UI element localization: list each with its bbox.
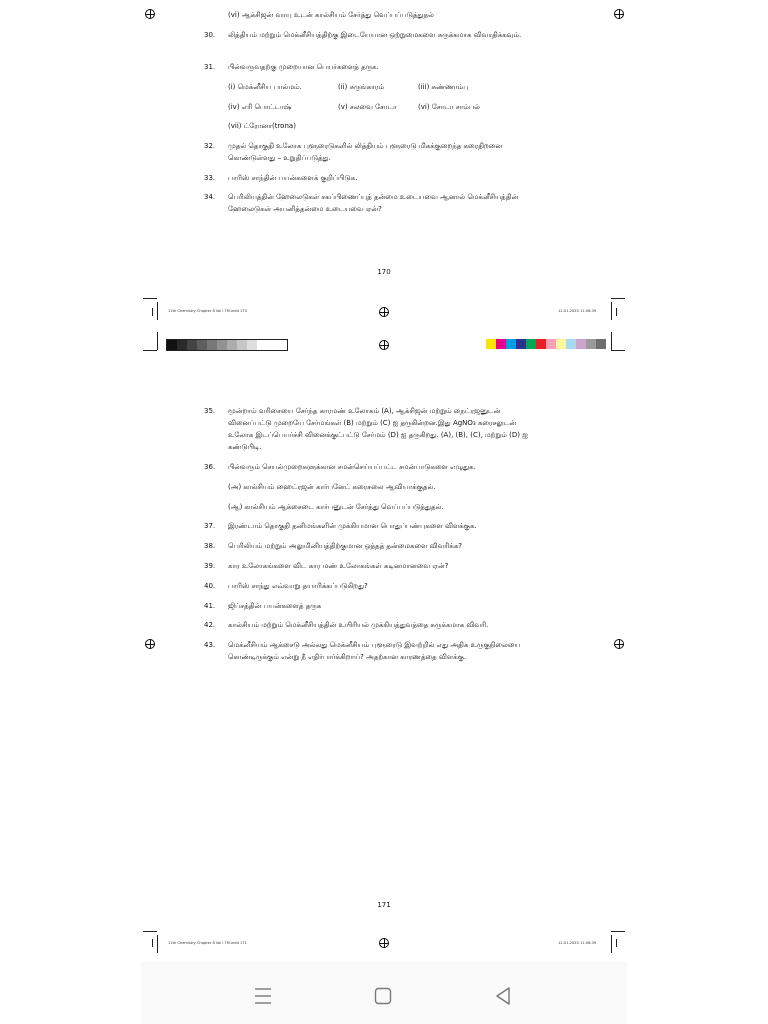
question-number: 38.: [204, 542, 216, 550]
name-item: (i) மெக்னீசிய பால்மம்.: [228, 83, 302, 91]
registration-mark-icon: [614, 9, 624, 19]
color-swatch: [277, 340, 287, 350]
crop-mark: [611, 332, 612, 350]
question-36b: (ஆ) கால்சியம் ஆக்சைடை கார்பனுடன் சேர்த்து வெப்பப்படுத்துதல்.: [228, 503, 444, 511]
name-item: (vii) ட்ரோனா(trona): [228, 122, 296, 130]
recent-apps-button[interactable]: [248, 984, 278, 1008]
question-number: 40.: [204, 582, 216, 590]
slug-left: 11th Chemistry Chapter 8 Vol I TM.indd 171: [168, 941, 247, 945]
color-swatch: [237, 340, 247, 350]
registration-mark-icon: [614, 639, 624, 649]
color-swatch: [496, 339, 506, 349]
registration-mark-icon: [379, 340, 389, 350]
crop-mark: [611, 302, 612, 320]
question-41: ஜிப்சத்தின் பயன்களைத் தருக: [228, 602, 322, 610]
back-button[interactable]: [488, 984, 518, 1008]
name-item: (ii) சுருங்காரம்: [338, 83, 385, 91]
sub-item-vi: (vi) ஆக்சிஜன் வாயு உடன் கால்சியம் சேர்த்து வெப்பப்படுத்துதல்: [228, 11, 434, 19]
color-swatch: [257, 340, 267, 350]
crop-mark: [611, 298, 625, 299]
name-item: (iv) எரி பொட்டாஷ்: [228, 103, 292, 111]
color-swatch: [227, 340, 237, 350]
slug-left: 11th Chemistry Chapter 8 Vol I TM.indd 170: [168, 309, 247, 313]
color-swatch: [526, 339, 536, 349]
color-swatch: [546, 339, 556, 349]
crop-mark: [143, 931, 157, 932]
registration-mark-icon: [379, 938, 389, 948]
name-item: (v) சலவை சோடா: [338, 103, 397, 111]
question-number: 37.: [204, 522, 216, 530]
slug-right: 12-01-2020 11:08:39: [558, 941, 597, 945]
color-swatch: [596, 339, 606, 349]
registration-mark-icon: [145, 639, 155, 649]
home-button[interactable]: [368, 984, 398, 1008]
color-swatch: [217, 340, 227, 350]
question-number: 30.: [204, 31, 216, 39]
registration-mark-icon: [379, 307, 389, 317]
name-item: (vi) சோடா சாம்பல்: [418, 103, 480, 111]
question-number: 34.: [204, 193, 216, 201]
color-swatch: [556, 339, 566, 349]
color-calibration-bar: [486, 339, 606, 349]
question-34: பெரிலியத்தின் ஹேலைடுகள் சகப்பிணைப்புத் தன்மை உடையவை ஆனால் மெக்னீசியத்தின் ஹேலைடுகள் அயனித்தன்மை உடையவை ஏன்?: [228, 193, 519, 213]
crop-mark: [616, 939, 617, 947]
question-37: இரண்டாம் தொகுதி தனிமங்களின் முக்கியமான பொதுப்பண்புகளை விளக்குக.: [228, 522, 477, 530]
crop-mark: [152, 939, 153, 947]
color-swatch: [207, 340, 217, 350]
crop-mark: [143, 298, 157, 299]
question-31: பின்வருவதற்கு முறையான பெயர்களைத் தருக.: [228, 63, 379, 71]
color-swatch: [516, 339, 526, 349]
crop-mark: [157, 302, 158, 320]
color-swatch: [177, 340, 187, 350]
question-number: 31.: [204, 63, 216, 71]
color-swatch: [197, 340, 207, 350]
color-swatch: [506, 339, 516, 349]
page-number: 170: [377, 268, 391, 276]
question-43: மெக்னீசியம் ஆக்சைடு அல்லது மெக்னீசியம் புளூரைடு இவற்றில் எது அதிக உருகுநிலையை கொண்டிருக்கும் என்று நீ எதிர்பார்க்கிறாய்? அதற்கான காரணத்தை விளக்கு.: [228, 641, 521, 661]
crop-mark: [611, 350, 625, 351]
question-36: பின்வரும் செயல்முறைகளுக்கான சமன்செய்யப்பட்ட சமன்பாடுகளை எழுதுக.: [228, 463, 476, 471]
question-number: 33.: [204, 174, 216, 182]
crop-mark: [157, 935, 158, 953]
registration-mark-icon: [145, 9, 155, 19]
question-number: 41.: [204, 602, 216, 610]
color-swatch: [576, 339, 586, 349]
gray-calibration-bar: [166, 339, 288, 351]
question-33: பாரிஸ் சாந்தின் பயன்களைக் குறிப்பிடுக.: [228, 174, 358, 182]
question-number: 43.: [204, 641, 216, 649]
color-swatch: [267, 340, 277, 350]
crop-mark: [616, 308, 617, 316]
question-39: கார உலோகங்களை விட கார மண் உலோகங்கள் கடினமானவை ஏன்?: [228, 562, 449, 570]
color-swatch: [566, 339, 576, 349]
color-swatch: [187, 340, 197, 350]
color-swatch: [586, 339, 596, 349]
name-item: (iii) சுண்ணாம்பு: [418, 83, 469, 91]
question-35: மூன்றாம் வரிசையை சேர்ந்த காரமண் உலோகம் (A), ஆக்சிஜன் மற்றும் நைட்ரஜனுடன் வினைப்பட்டு முறையே சேர்மங்கள் (B) மற்றும் (C) ஐ தருகின்றன.இது AgNO₃ கரைசலுடன் உலோக இடப்பெயர்ச்சி வினைக்குட்பட்டு சேர்மம் (D) ஐ தருகிறது. (A), (B), (C), மற்றும் (D) ஐ கண்டுபிடி.: [228, 407, 528, 451]
question-number: 35.: [204, 407, 216, 415]
question-36a: (அ) கால்சியம் ஹைட்ரஜன் கார்பனேட் கரைசலை ஆவியாக்குதல்.: [228, 483, 436, 491]
question-30: லித்தியம் மற்றும் மெக்னீசியத்திற்கு இடையேயான ஒற்றுமைகளை சுருக்கமாக விவாதிக்கவும்.: [228, 31, 522, 39]
question-number: 36.: [204, 463, 216, 471]
question-40: பாரிஸ் சாந்து எவ்வாறு தயாரிக்கப்படுகிறது?: [228, 582, 368, 590]
menu-lines-icon: [248, 984, 278, 1008]
color-swatch: [486, 339, 496, 349]
question-42: கால்சியம் மற்றும் மெக்னீசியத்தின் உயிரியல் முக்கியத்துவத்தை சுருக்கமாக விவரி.: [228, 621, 489, 629]
slug-right: 12-01-2020 11:08:39: [558, 309, 597, 313]
page-number: 171: [377, 901, 391, 909]
color-swatch: [247, 340, 257, 350]
color-swatch: [536, 339, 546, 349]
color-swatch: [167, 340, 177, 350]
back-triangle-icon: [488, 984, 518, 1008]
question-32: முதல் தொகுதி உலோக புளூரைடுகளில் லித்தியம் புளூரைடு மிகக்குறைந்த கரைதிறனை கொண்டுள்ளது – உறுதிப்படுத்து.: [228, 142, 503, 162]
crop-mark: [143, 350, 157, 351]
crop-mark: [611, 935, 612, 953]
crop-mark: [152, 308, 153, 316]
question-38: பெரிலியம் மற்றும் அலுமினியத்திற்குமான ஒத்தத் தன்மைகளை விவரிக்க?: [228, 542, 462, 550]
question-number: 32.: [204, 142, 216, 150]
crop-mark: [611, 931, 625, 932]
home-square-icon: [368, 984, 398, 1008]
crop-mark: [157, 332, 158, 350]
question-number: 39.: [204, 562, 216, 570]
question-number: 42.: [204, 621, 216, 629]
